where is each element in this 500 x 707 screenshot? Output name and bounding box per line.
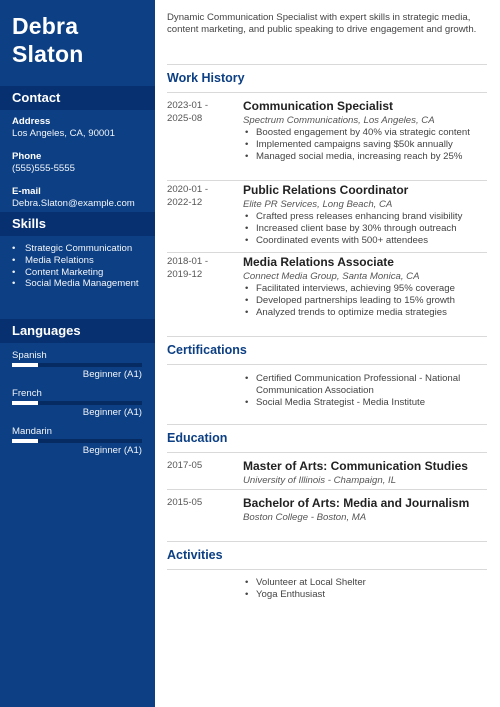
job-date-start: 2020-01 - bbox=[167, 184, 209, 195]
job-bullets bbox=[243, 211, 489, 246]
job-bullets bbox=[243, 283, 489, 318]
activities-list bbox=[243, 577, 489, 601]
language-level: Beginner (A1) bbox=[82, 407, 142, 418]
divider bbox=[167, 336, 487, 337]
skill-item: • Content Marketing bbox=[12, 267, 152, 279]
languages-heading: Languages bbox=[0, 319, 155, 343]
email-label: E-mail bbox=[12, 186, 41, 197]
job-bullet: • Developed partnerships leading to 15% growth bbox=[243, 295, 489, 307]
job-bullet: • Implemented campaigns saving $50k annually bbox=[243, 139, 489, 151]
job-body bbox=[243, 99, 489, 162]
education-heading: Education bbox=[167, 431, 228, 445]
school-name: Boston College - Boston, MA bbox=[243, 512, 367, 523]
certifications-body bbox=[243, 373, 489, 408]
phone-value[interactable]: (555)555-5555 bbox=[12, 163, 75, 174]
certification-item: • Certified Communication Professional - National Communication Association bbox=[243, 373, 489, 397]
skills-list bbox=[12, 243, 152, 290]
job-dates bbox=[167, 183, 237, 209]
skills-heading: Skills bbox=[0, 212, 155, 236]
language-proficiency-fill bbox=[12, 439, 38, 443]
language-proficiency-bar bbox=[12, 363, 142, 367]
language-level: Beginner (A1) bbox=[82, 445, 142, 456]
job-body bbox=[243, 255, 489, 318]
certifications-heading: Certifications bbox=[167, 343, 247, 357]
divider bbox=[167, 424, 487, 425]
work-history-heading: Work History bbox=[167, 71, 245, 85]
degree-title: Master of Arts: Communication Studies bbox=[243, 459, 468, 473]
language-name: French bbox=[12, 388, 42, 399]
job-bullet: • Boosted engagement by 40% via strategic content bbox=[243, 127, 489, 139]
skill-item: • Social Media Management bbox=[12, 278, 152, 290]
language-name: Spanish bbox=[12, 350, 47, 361]
certification-item: • Social Media Strategist - Media Institute bbox=[243, 397, 489, 409]
divider bbox=[167, 489, 487, 490]
divider bbox=[167, 92, 487, 93]
language-item bbox=[12, 426, 142, 464]
language-proficiency-fill bbox=[12, 363, 38, 367]
job-dates bbox=[167, 255, 237, 281]
professional-summary: Dynamic Communication Specialist with expert skills in strategic media, content marketing, and public speaking to drive engagement and growth. bbox=[167, 12, 477, 35]
job-title: Media Relations Associate bbox=[243, 255, 394, 269]
divider bbox=[167, 64, 487, 65]
job-bullet: • Coordinated events with 500+ attendees bbox=[243, 235, 489, 247]
first-name: Debra bbox=[12, 13, 79, 39]
languages-list bbox=[12, 350, 142, 464]
job-date-end: 2025-08 bbox=[167, 113, 203, 124]
last-name: Slaton bbox=[12, 41, 84, 67]
skill-item: • Media Relations bbox=[12, 255, 152, 267]
sidebar bbox=[0, 0, 155, 707]
skill-item: • Strategic Communication bbox=[12, 243, 152, 255]
divider bbox=[167, 541, 487, 542]
job-bullets bbox=[243, 127, 489, 162]
school-name: University of Illinois - Champaign, IL bbox=[243, 475, 397, 486]
job-bullet: • Crafted press releases enhancing brand visibility bbox=[243, 211, 489, 223]
job-title: Public Relations Coordinator bbox=[243, 183, 409, 197]
job-date-end: 2019-12 bbox=[167, 269, 203, 280]
divider bbox=[167, 452, 487, 453]
job-bullet: • Analyzed trends to optimize media strategies bbox=[243, 307, 489, 319]
email-value[interactable]: Debra.Slaton@example.com bbox=[12, 198, 135, 209]
education-body bbox=[243, 496, 489, 524]
divider bbox=[167, 364, 487, 365]
address-label: Address bbox=[12, 116, 51, 127]
certifications-list bbox=[243, 373, 489, 408]
activities-heading: Activities bbox=[167, 548, 223, 562]
job-company: Spectrum Communications, Los Angeles, CA bbox=[243, 115, 435, 126]
divider bbox=[167, 569, 487, 570]
education-date: 2015-05 bbox=[167, 497, 203, 508]
job-company: Elite PR Services, Long Beach, CA bbox=[243, 199, 393, 210]
divider bbox=[167, 252, 487, 253]
language-proficiency-fill bbox=[12, 401, 38, 405]
language-proficiency-bar bbox=[12, 439, 142, 443]
activity-item: • Volunteer at Local Shelter bbox=[243, 577, 489, 589]
job-bullet: • Managed social media, increasing reach by 25% bbox=[243, 151, 489, 163]
candidate-name bbox=[0, 0, 155, 68]
activity-item: • Yoga Enthusiast bbox=[243, 589, 489, 601]
divider bbox=[167, 180, 487, 181]
language-item bbox=[12, 388, 142, 426]
language-proficiency-bar bbox=[12, 401, 142, 405]
job-bullet: • Increased client base by 30% through outreach bbox=[243, 223, 489, 235]
address-value: Los Angeles, CA, 90001 bbox=[12, 128, 115, 139]
education-body bbox=[243, 459, 489, 487]
job-dates bbox=[167, 99, 237, 125]
job-title: Communication Specialist bbox=[243, 99, 394, 113]
job-date-end: 2022-12 bbox=[167, 197, 203, 208]
job-date-start: 2023-01 - bbox=[167, 100, 209, 111]
education-date: 2017-05 bbox=[167, 460, 203, 471]
language-level: Beginner (A1) bbox=[82, 369, 142, 380]
job-bullet: • Facilitated interviews, achieving 95% coverage bbox=[243, 283, 489, 295]
job-company: Connect Media Group, Santa Monica, CA bbox=[243, 271, 420, 282]
activities-body bbox=[243, 577, 489, 601]
contact-heading: Contact bbox=[0, 86, 155, 110]
degree-title: Bachelor of Arts: Media and Journalism bbox=[243, 496, 470, 510]
language-name: Mandarin bbox=[12, 426, 52, 437]
language-item bbox=[12, 350, 142, 388]
job-body bbox=[243, 183, 489, 246]
phone-label: Phone bbox=[12, 151, 42, 162]
job-date-start: 2018-01 - bbox=[167, 256, 209, 267]
contact-details bbox=[12, 116, 152, 221]
